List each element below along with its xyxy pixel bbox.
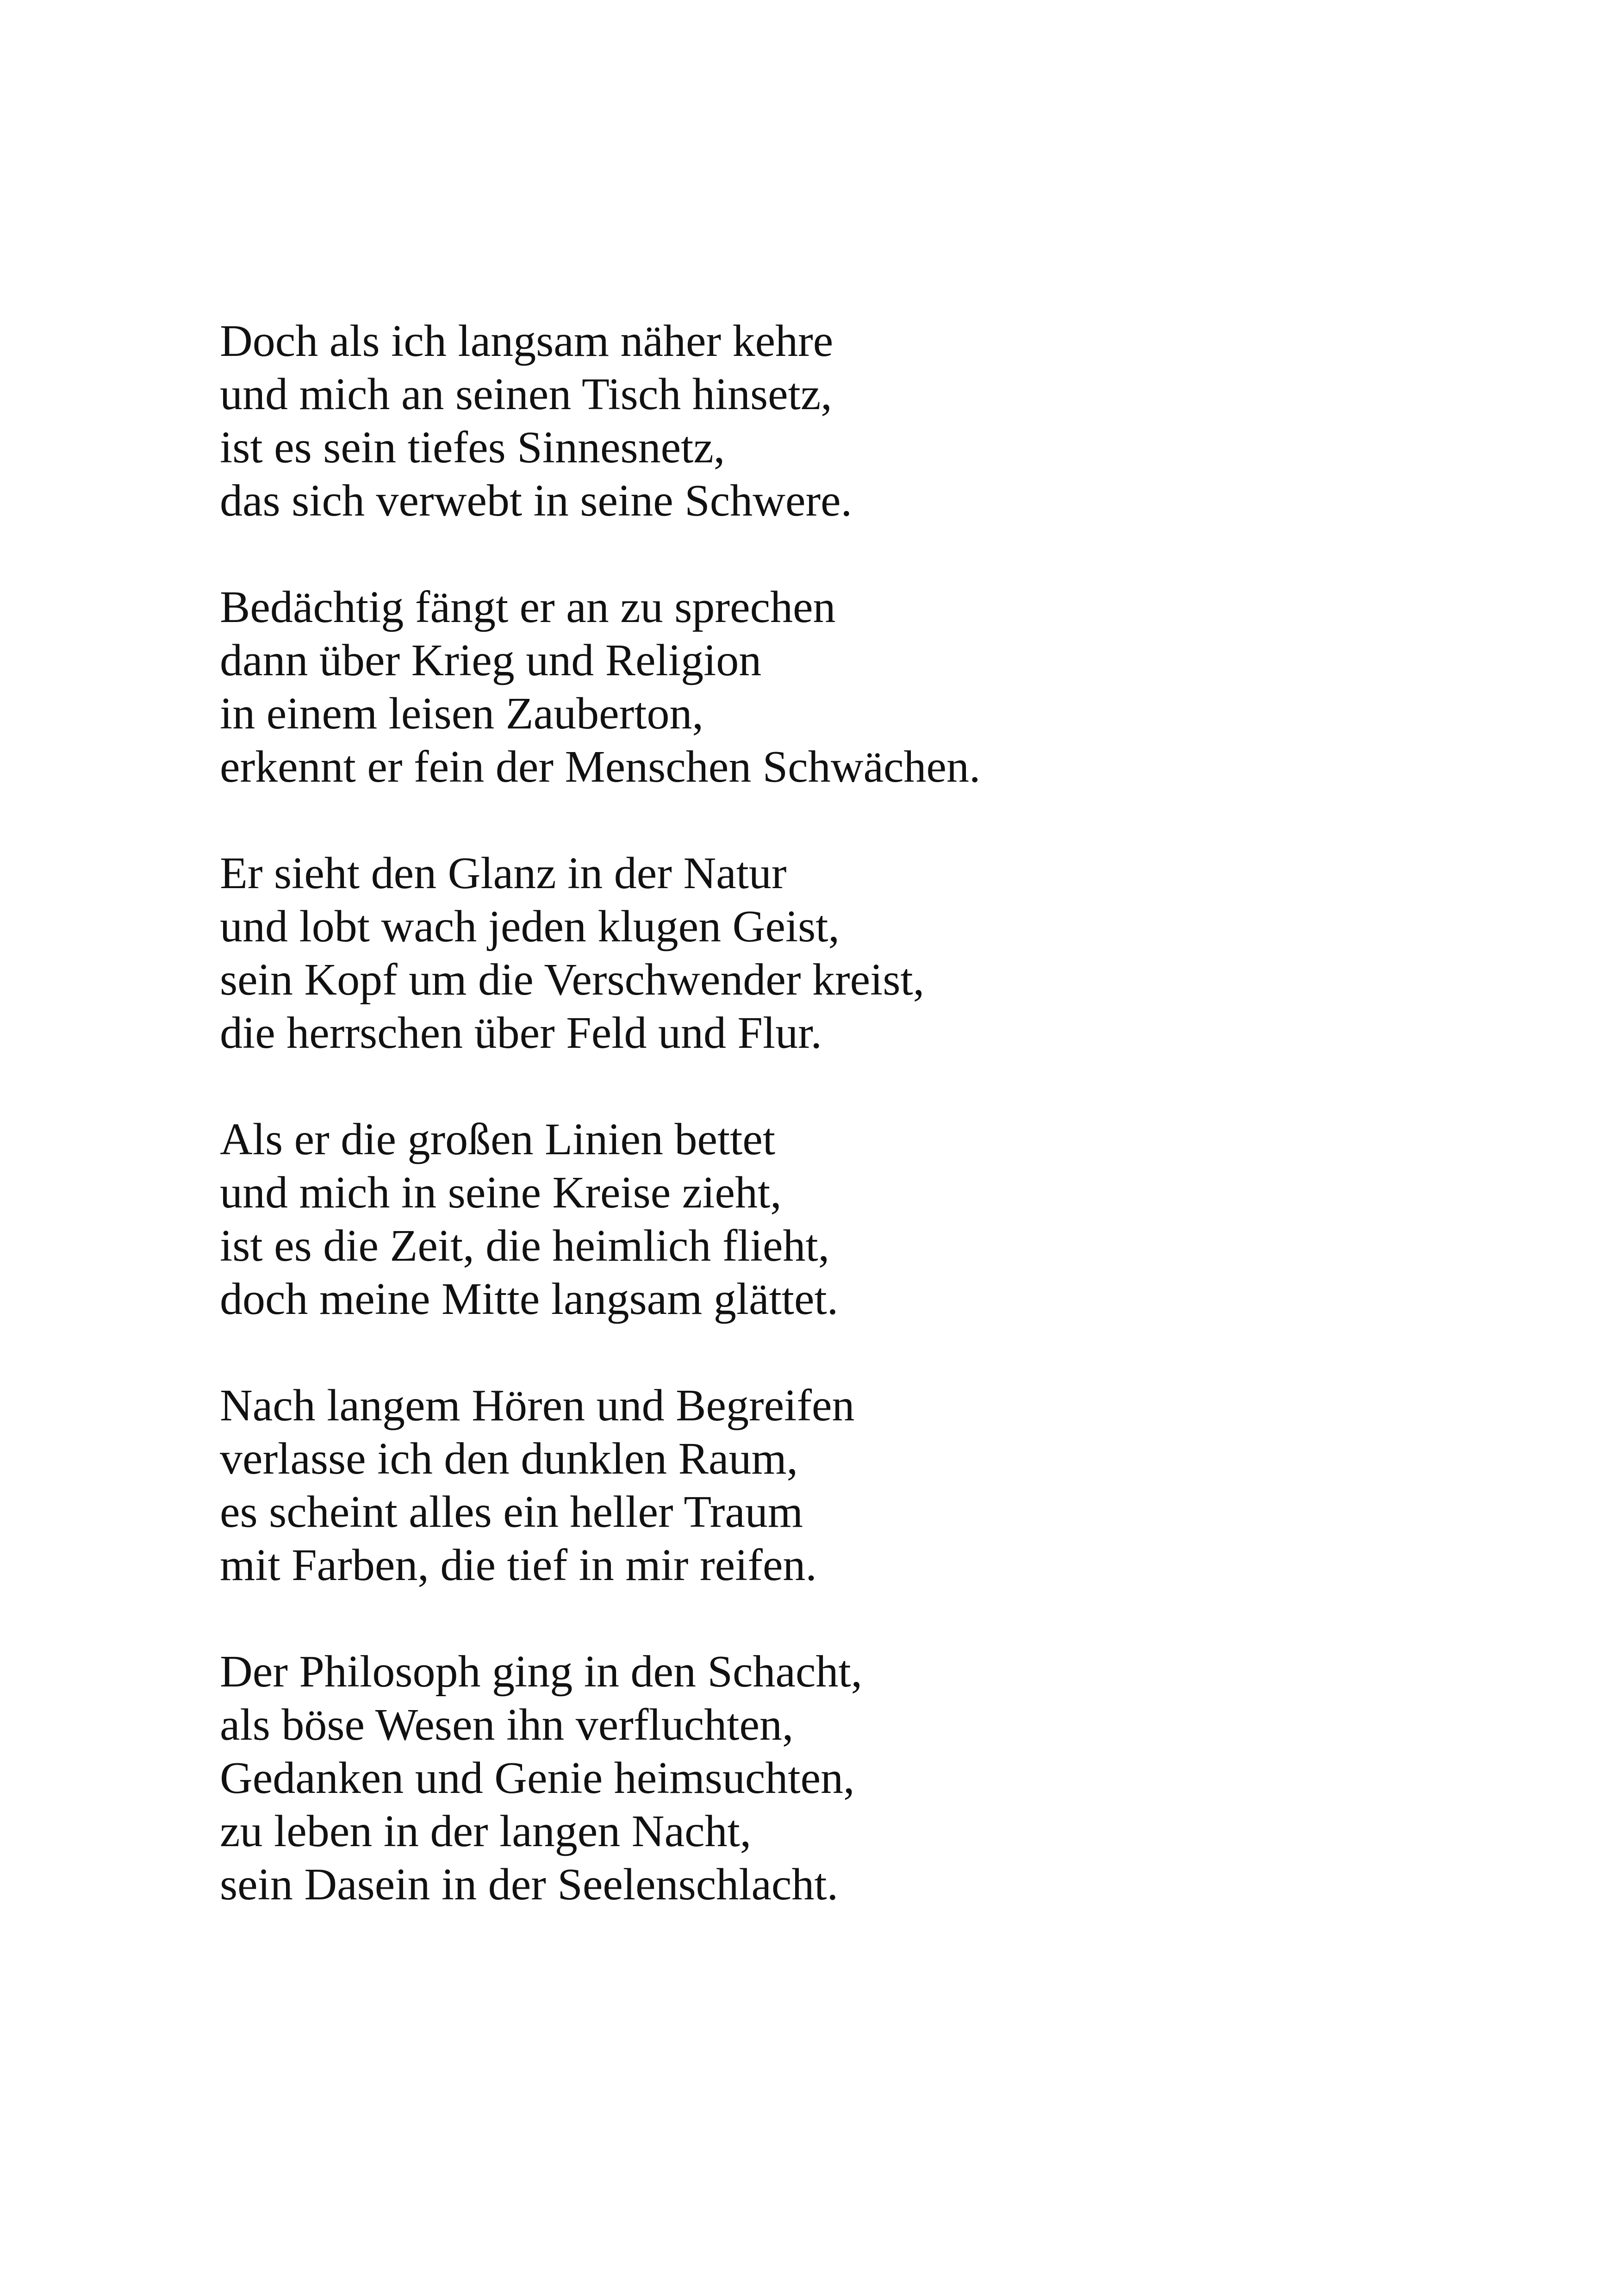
poem-line: und mich an seinen Tisch hinsetz, [220,369,832,419]
stanza-1 [220,315,1469,528]
poem [220,315,1469,1911]
poem-line: sein Kopf um die Verschwender kreist, [220,955,925,1005]
poem-line: verlasse ich den dunklen Raum, [220,1434,798,1484]
poem-line: mit Farben, die tief in mir reifen. [220,1540,817,1590]
poem-line: als böse Wesen ihn verfluchten, [220,1700,794,1750]
poem-line: ist es sein tiefes Sinnesnetz, [220,423,725,473]
poem-line: zu leben in der langen Nacht, [220,1806,752,1856]
poem-line: Doch als ich langsam näher kehre [220,316,834,366]
poem-line: ist es die Zeit, die heimlich flieht, [220,1221,830,1271]
poem-line: Der Philosoph ging in den Schacht, [220,1647,863,1697]
stanza-6 [220,1645,1469,1911]
poem-line: dann über Krieg und Religion [220,635,762,685]
stanza-5 [220,1379,1469,1592]
poem-line: und mich in seine Kreise zieht, [220,1168,782,1218]
poem-line: Bedächtig fängt er an zu sprechen [220,582,836,632]
poem-line: Gedanken und Genie heimsuchten, [220,1753,855,1803]
poem-line: erkennt er fein der Menschen Schwächen. [220,742,981,792]
poem-line: in einem leisen Zauberton, [220,689,703,739]
poem-line: und lobt wach jeden klugen Geist, [220,902,840,952]
stanza-3 [220,847,1469,1060]
poem-line: das sich verwebt in seine Schwere. [220,476,853,526]
stanza-4 [220,1113,1469,1326]
poem-line: Nach langem Hören und Begreifen [220,1381,855,1431]
poem-line: sein Dasein in der Seelenschlacht. [220,1860,839,1910]
poem-line: Er sieht den Glanz in der Natur [220,848,787,898]
stanza-2 [220,581,1469,794]
poem-line: doch meine Mitte langsam glättet. [220,1274,839,1324]
poem-line: es scheint alles ein heller Traum [220,1487,803,1537]
poem-line: Als er die großen Linien bettet [220,1114,776,1164]
poem-line: die herrschen über Feld und Flur. [220,1008,822,1058]
